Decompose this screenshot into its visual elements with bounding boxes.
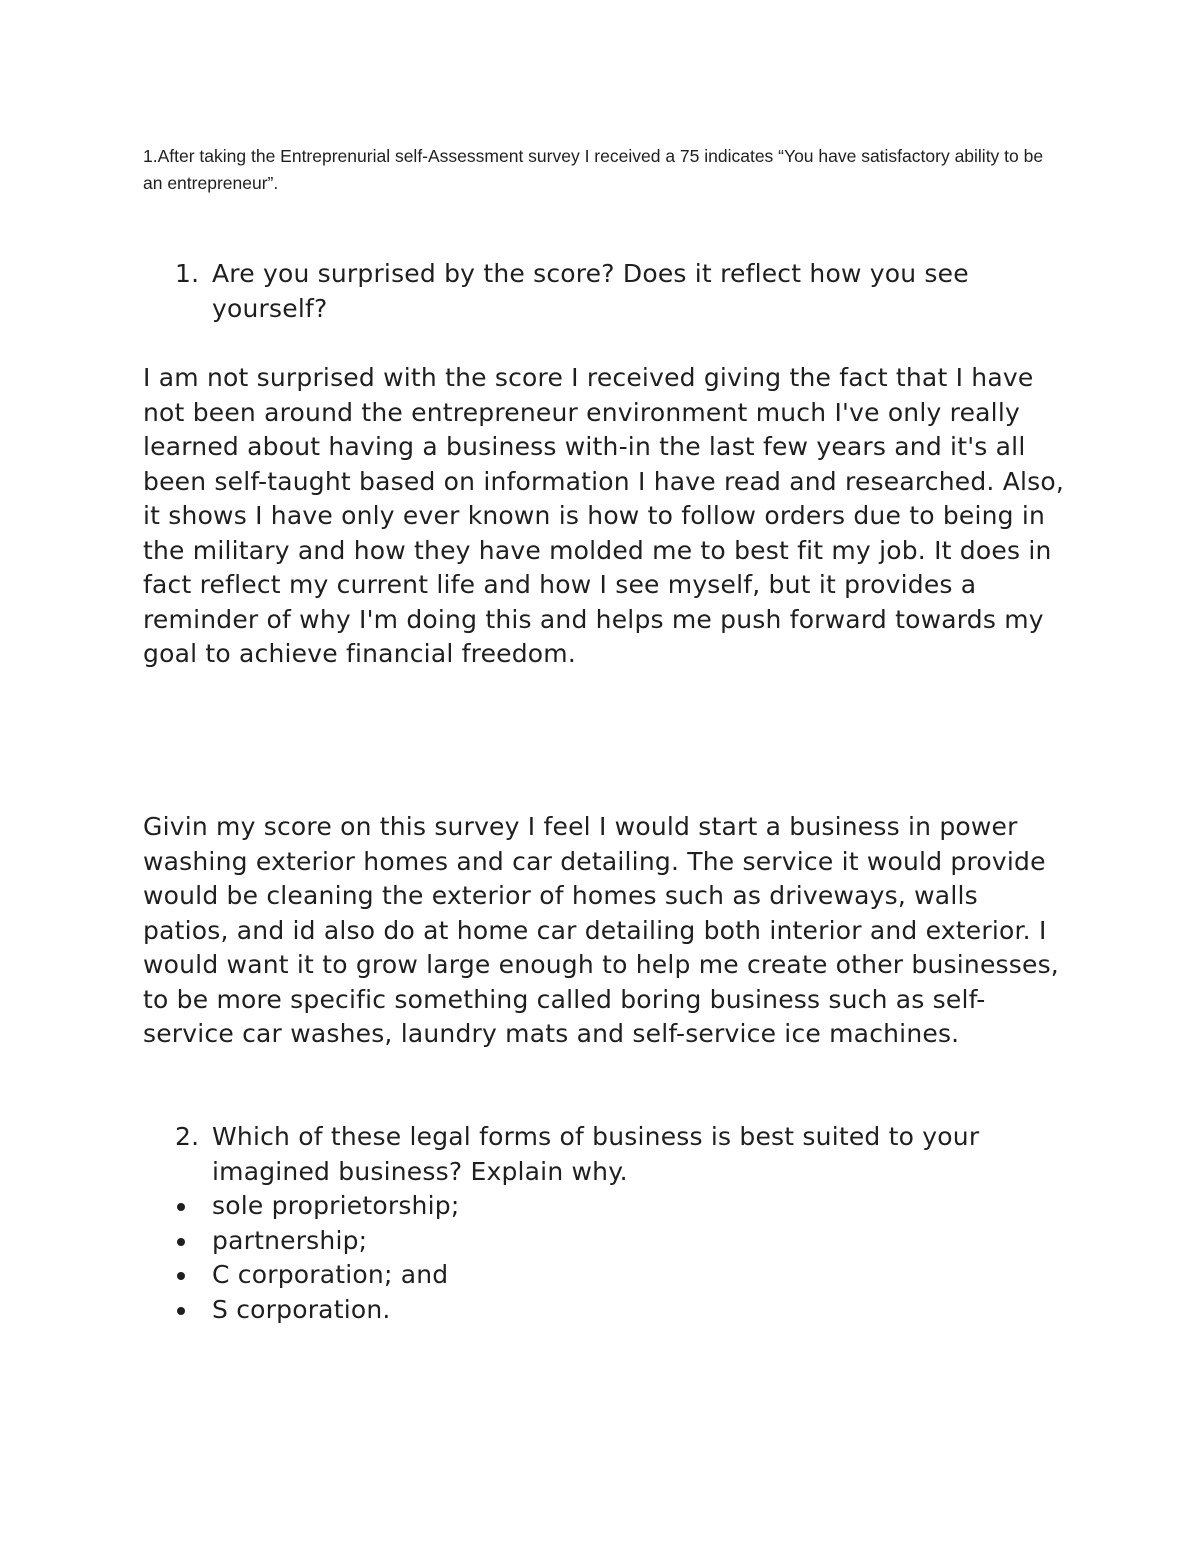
answer-paragraph-2: Givin my score on this survey I feel I would start a business in power washing exterior homes and car detailing. The service it would provide would be cleaning the exterior of homes such as driveways, walls patios, and id also do at home car detailing both interior and exterior. I would want it to grow large enough to help me create other businesses, to be more specific something called boring business such as self-service car washes, laundry mats and self-service ice machines.	[143, 812, 1059, 1048]
list-item	[143, 1293, 1068, 1328]
bullet-icon	[177, 1238, 185, 1246]
question-number: 1.	[175, 259, 200, 288]
bullet-icon	[177, 1203, 185, 1211]
option-text: sole proprietorship;	[212, 1191, 460, 1220]
question-text: Are you surprised by the score? Does it reflect how you see yourself?	[212, 259, 969, 323]
list-item	[143, 1258, 1068, 1293]
bullet-icon	[177, 1307, 185, 1315]
option-text: S corporation.	[212, 1294, 391, 1324]
intro-statement: 1.After taking the Entreprenurial self-Assessment survey I received a 75 indicates “You have satisfactory ability to be an entrepreneur”.	[143, 146, 1044, 193]
list-item	[143, 1224, 1068, 1259]
option-text: C corporation; and	[212, 1260, 449, 1289]
question-text: Which of these legal forms of business is best suited to your imagined business? Explain why.	[212, 1122, 980, 1186]
list-item	[143, 1189, 1068, 1224]
question-item	[143, 1120, 1068, 1189]
question-item	[143, 257, 1068, 326]
question-list-2	[143, 1120, 1068, 1327]
answer-paragraph-1: I am not surprised with the score I received giving the fact that I have not been around the entrepreneur environment much I've only really learned about having a business with-in the last few years and it's all been self-taught based on information I have read and researched. Also, it shows I have only ever known is how to follow orders due to being in the military and how they have molded me to best fit my job. It does in fact reflect my current life and how I see myself, but it provides a reminder of why I'm doing this and helps me push forward towards my goal to achieve financial freedom.	[143, 363, 1065, 668]
bullet-icon	[177, 1272, 185, 1280]
option-text: partnership;	[212, 1225, 368, 1255]
question-number: 2.	[175, 1122, 200, 1151]
question-list-1	[143, 257, 1068, 326]
